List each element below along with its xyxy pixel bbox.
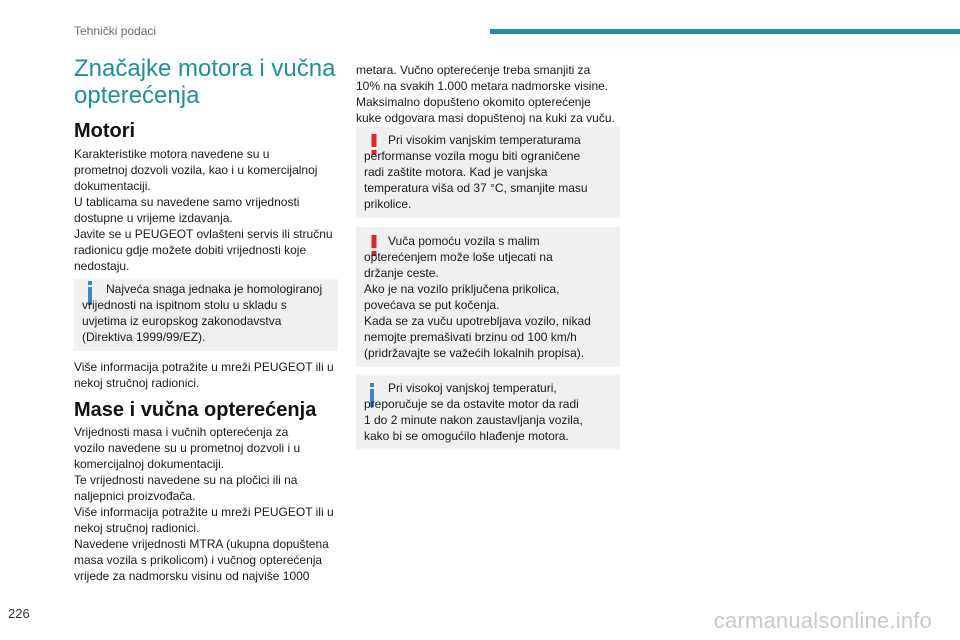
watermark: carmanualsonline.info [713, 608, 932, 633]
section-label: Tehnički podaci [74, 24, 157, 38]
info-note-cooling: Pri visokoj vanjskoj temperaturi, preporučuje se da ostavite motor da radi 1 do 2 minute nakon zaustavljanja vozila, kako bi se omogućilo hlađenje motora. [364, 381, 583, 443]
motori-more-info: Više informacija potražite u mreži PEUGEOT ili u nekoj stručnoj radionici. [74, 360, 334, 390]
warning-box-temperature [356, 127, 620, 218]
header-accent-bar [490, 29, 960, 34]
mase-heading: Mase i vučna opterećenja [74, 399, 317, 421]
motori-body: Karakteristike motora navedene su u prometnoj dozvoli vozila, kao i u komercijalnoj dokumentaciji. U tablicama su navedene samo vrijednosti dostupne u vrijeme izdavanja. Javite se u PEUGEOT ovlašteni servis ili stručnu radionicu gdje možete dobiti vrijednosti koje nedostaju. [74, 147, 333, 273]
warning-text-towing: Vuča pomoću vozila s malim opterećenjem može loše utjecati na držanje ceste. Ako je na vozilo priključena prikolica, povećava se put kočenja. Kada se za vuču upotrebljava vozilo, nikad nemojte premašivati brzinu od 100 km/h (pridržavajte se važećih lokalnih propisa). [364, 234, 591, 360]
warning-text-temperature: Pri visokim vanjskim temperaturama performanse vozila mogu biti ograničene radi zaštite motora. Kad je vanjska temperatura viša od 37 °C, smanjite masu prikolice. [364, 133, 588, 211]
info-box-cooling [356, 375, 620, 449]
info-note-power: Najveća snaga jednaka je homologiranoj vrijednosti na ispitnom stolu u skladu s uvjetima iz europskog zakonodavstva (Direktiva 1999/99/EZ). [82, 282, 323, 344]
motori-heading: Motori [74, 120, 136, 142]
chapter-title: Značajke motora i vučna opterećenja [74, 55, 336, 109]
warning-box-towing [356, 227, 620, 367]
mase-body: Vrijednosti masa i vučnih opterećenja za vozilo navedene su u prometnoj dozvoli i u komercijalnoj dokumentaciji. Te vrijednosti navedene su na pločici ili na naljepnici proizvođača. Više informacija potražite u mreži PEUGEOT ili u nekoj stručnoj radionici. Navedene vrijednosti MTRA (ukupna dopuštena masa vozila s prikolicom) i vučnog opterećenja vrijede za nadmorsku visinu od najviše 1000 [74, 425, 334, 583]
mase-body-continued: metara. Vučno opterećenje treba smanjiti za 10% na svakih 1.000 metara nadmorske visine. Maksimalno dopušteno okomito opterećenje kuke odgovara masi dopuštenoj na kuki za vuču. [356, 63, 615, 125]
page-number: 226 [8, 606, 30, 621]
info-box-power [74, 279, 338, 351]
